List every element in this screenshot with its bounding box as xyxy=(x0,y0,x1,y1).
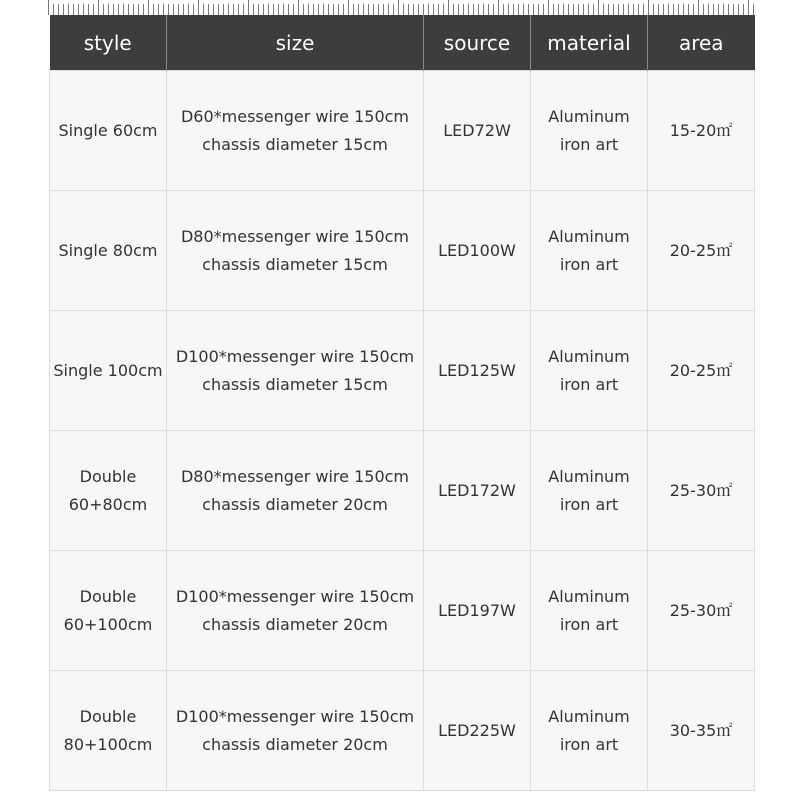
cell-size: D80*messenger wire 150cm chassis diameter 20cm xyxy=(167,431,424,551)
cell-size: D100*messenger wire 150cm chassis diameter 20cm xyxy=(167,671,424,791)
cell-style: Double 60+100cm xyxy=(50,551,167,671)
cell-area: 25-30㎡ xyxy=(648,551,755,671)
spec-table-container xyxy=(49,15,754,788)
header-material: material xyxy=(531,15,648,71)
cell-style: Double 80+100cm xyxy=(50,671,167,791)
cell-source: LED197W xyxy=(424,551,531,671)
cell-style: Single 100cm xyxy=(50,311,167,431)
header-size: size xyxy=(167,15,424,71)
cell-material: Aluminum iron art xyxy=(531,311,648,431)
cell-material: Aluminum iron art xyxy=(531,551,648,671)
cell-area: 15-20㎡ xyxy=(648,71,755,191)
table-row xyxy=(50,671,755,791)
cell-size: D60*messenger wire 150cm chassis diameter 15cm xyxy=(167,71,424,191)
cell-size: D80*messenger wire 150cm chassis diameter 15cm xyxy=(167,191,424,311)
cell-style: Double 60+80cm xyxy=(50,431,167,551)
cell-material: Aluminum iron art xyxy=(531,671,648,791)
header-source: source xyxy=(424,15,531,71)
table-row xyxy=(50,71,755,191)
cell-style: Single 80cm xyxy=(50,191,167,311)
cell-source: LED225W xyxy=(424,671,531,791)
table-row xyxy=(50,431,755,551)
table-row xyxy=(50,311,755,431)
cell-area: 25-30㎡ xyxy=(648,431,755,551)
ruler-minor-ticks xyxy=(48,4,754,15)
header-style: style xyxy=(50,15,167,71)
cell-area: 20-25㎡ xyxy=(648,311,755,431)
table-row xyxy=(50,191,755,311)
cell-area: 30-35㎡ xyxy=(648,671,755,791)
cell-size: D100*messenger wire 150cm chassis diameter 20cm xyxy=(167,551,424,671)
cell-area: 20-25㎡ xyxy=(648,191,755,311)
cell-material: Aluminum iron art xyxy=(531,191,648,311)
cell-source: LED100W xyxy=(424,191,531,311)
header-area: area xyxy=(648,15,755,71)
cell-material: Aluminum iron art xyxy=(531,71,648,191)
cell-size: D100*messenger wire 150cm chassis diameter 15cm xyxy=(167,311,424,431)
spec-table xyxy=(49,15,755,791)
table-header xyxy=(50,15,755,71)
header-row xyxy=(50,15,755,71)
table-body xyxy=(50,71,755,791)
cell-source: LED125W xyxy=(424,311,531,431)
cell-material: Aluminum iron art xyxy=(531,431,648,551)
cell-source: LED72W xyxy=(424,71,531,191)
cell-style: Single 60cm xyxy=(50,71,167,191)
cell-source: LED172W xyxy=(424,431,531,551)
table-row xyxy=(50,551,755,671)
